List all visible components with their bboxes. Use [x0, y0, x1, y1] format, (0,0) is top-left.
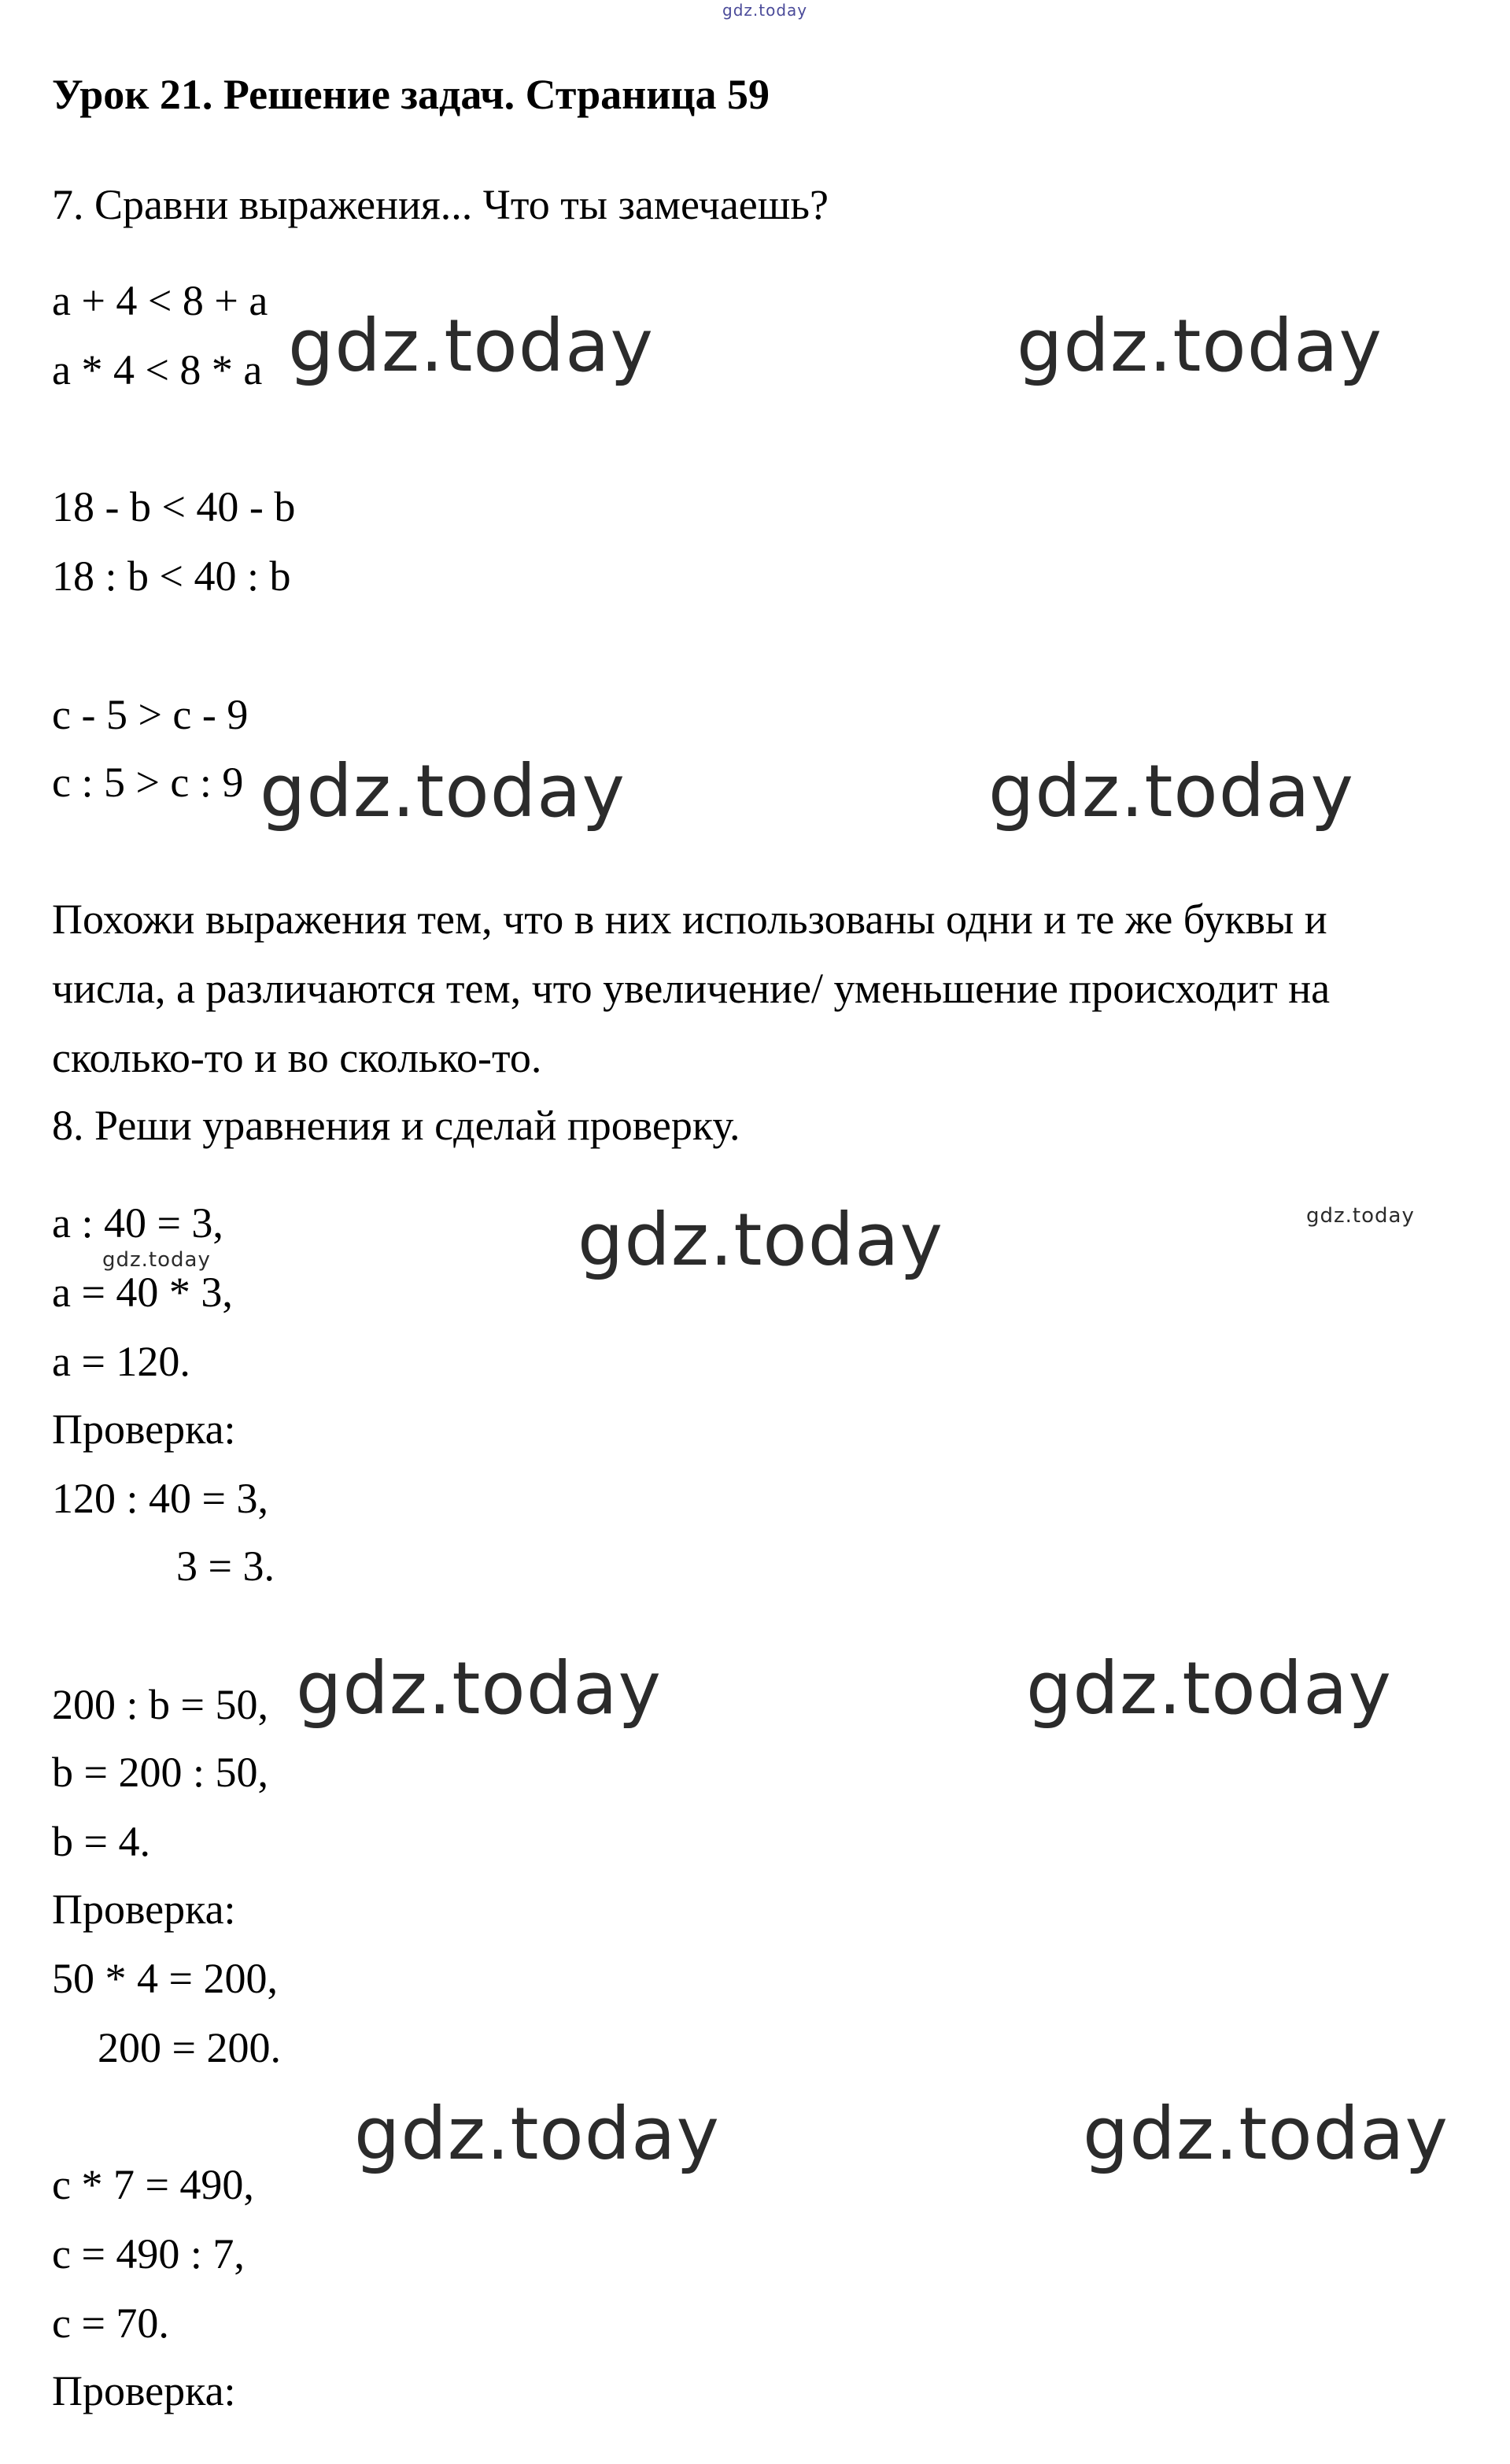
eq2-line-2: b = 200 : 50,: [52, 1749, 268, 1796]
watermark: gdz.today: [296, 1646, 662, 1731]
header-watermark: gdz.today: [722, 1, 808, 20]
eq3-line-1: c * 7 = 490,: [52, 2161, 254, 2208]
eq3-check-label: Проверка:: [52, 2367, 236, 2414]
watermark: gdz.today: [354, 2092, 720, 2176]
eq3-line-2: c = 490 : 7,: [52, 2230, 245, 2277]
watermark-small: gdz.today: [1306, 1204, 1415, 1228]
watermark: gdz.today: [1017, 304, 1383, 388]
expr-b-2: 18 : b < 40 : b: [52, 552, 291, 600]
eq2-check-line-2: 200 = 200.: [98, 2024, 281, 2071]
eq1-line-2: a = 40 * 3,: [52, 1269, 233, 1316]
eq2-check-line-1: 50 * 4 = 200,: [52, 1955, 278, 2002]
task7-answer-line-2: числа, а различаются тем, что увеличение/ уменьшение происходит на: [52, 965, 1331, 1012]
watermark: gdz.today: [988, 749, 1354, 833]
watermark: gdz.today: [1083, 2092, 1449, 2176]
expr-c-1: c - 5 > c - 9: [52, 691, 249, 738]
expr-a-2: a * 4 < 8 * a: [52, 346, 263, 393]
expr-c-2: c : 5 > c : 9: [52, 759, 244, 806]
task7-answer-line-3: сколько-то и во сколько-то.: [52, 1034, 542, 1081]
eq1-check-label: Проверка:: [52, 1406, 236, 1453]
watermark: gdz.today: [578, 1198, 943, 1282]
watermark-small: gdz.today: [102, 1248, 211, 1272]
watermark: gdz.today: [1026, 1646, 1392, 1731]
eq3-line-3: c = 70.: [52, 2300, 169, 2347]
task8-question: 8. Реши уравнения и сделай проверку.: [52, 1102, 740, 1149]
task7-question: 7. Сравни выражения... Что ты замечаешь?: [52, 181, 829, 228]
watermark: gdz.today: [260, 749, 626, 833]
task7-answer-line-1: Похожи выражения тем, что в них использованы одни и те же буквы и: [52, 896, 1327, 943]
expr-a-1: a + 4 < 8 + a: [52, 277, 268, 324]
page-title: Урок 21. Решение задач. Страница 59: [52, 71, 770, 118]
eq2-check-label: Проверка:: [52, 1886, 236, 1933]
watermark: gdz.today: [288, 304, 654, 388]
eq1-check-line-2: 3 = 3.: [176, 1542, 275, 1590]
eq2-line-1: 200 : b = 50,: [52, 1681, 268, 1728]
expr-b-1: 18 - b < 40 - b: [52, 483, 296, 530]
eq1-check-line-1: 120 : 40 = 3,: [52, 1475, 268, 1522]
eq1-line-1: a : 40 = 3,: [52, 1199, 223, 1247]
eq2-line-3: b = 4.: [52, 1818, 150, 1865]
eq1-line-3: a = 120.: [52, 1338, 190, 1385]
